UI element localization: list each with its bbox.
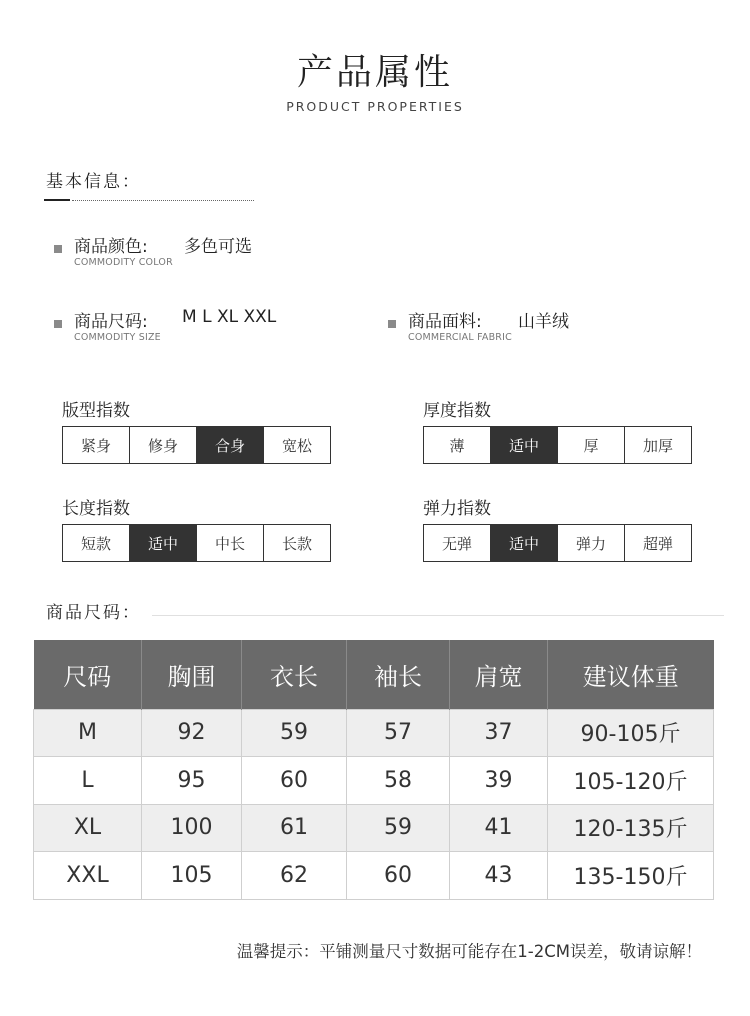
- table-cell: 57: [347, 709, 450, 757]
- table-cell: 60: [347, 852, 450, 900]
- length-index-title: 长度指数: [62, 499, 130, 519]
- table-cell: XXL: [34, 852, 142, 900]
- column-header: 建议体重: [548, 640, 714, 709]
- table-cell: 61: [242, 804, 347, 852]
- attr-fabric-sub: COMMERCIAL FABRIC: [408, 332, 512, 343]
- elasticity-option: 适中: [491, 525, 558, 561]
- table-row: [34, 709, 714, 757]
- table-cell: 60: [242, 757, 347, 805]
- fit-option: 宽松: [264, 427, 330, 463]
- column-header: 胸围: [142, 640, 242, 709]
- page-title: 产品属性: [296, 52, 453, 93]
- table-cell: 92: [142, 709, 242, 757]
- table-cell: 135-150斤: [548, 852, 714, 900]
- length-index-scale: [62, 524, 331, 562]
- elasticity-option: 弹力: [558, 525, 625, 561]
- table-cell: M: [34, 709, 142, 757]
- elasticity-option: 超弹: [625, 525, 691, 561]
- table-cell: 41: [450, 804, 548, 852]
- attr-size-sub: COMMODITY SIZE: [74, 332, 161, 343]
- fit-index-title: 版型指数: [62, 401, 130, 421]
- page-subtitle: PRODUCT PROPERTIES: [286, 99, 464, 114]
- size-heading-line: [152, 615, 724, 616]
- table-cell: 59: [347, 804, 450, 852]
- table-cell: 59: [242, 709, 347, 757]
- table-cell: 37: [450, 709, 548, 757]
- table-row: [34, 804, 714, 852]
- heading-underline: [44, 199, 70, 201]
- thickness-index-scale: [423, 426, 692, 464]
- square-bullet-icon: [54, 245, 62, 253]
- table-cell: 39: [450, 757, 548, 805]
- thickness-option: 厚: [558, 427, 625, 463]
- thickness-option: 适中: [491, 427, 558, 463]
- heading-dotted-line: [72, 200, 254, 201]
- column-header: 肩宽: [450, 640, 548, 709]
- table-cell: XL: [34, 804, 142, 852]
- length-option: 中长: [197, 525, 264, 561]
- table-cell: 105-120斤: [548, 757, 714, 805]
- attr-fabric-value: 山羊绒: [518, 312, 569, 332]
- column-header: 袖长: [347, 640, 450, 709]
- table-cell: 105: [142, 852, 242, 900]
- elasticity-index-scale: [423, 524, 692, 562]
- length-option: 短款: [63, 525, 130, 561]
- size-chart-heading: 商品尺码：: [46, 603, 141, 623]
- attr-color-value: 多色可选: [184, 237, 252, 257]
- basic-info-heading: 基本信息：: [46, 172, 141, 192]
- attr-size-value: M L XL XXL: [182, 307, 277, 327]
- table-row: [34, 852, 714, 900]
- fit-option: 紧身: [63, 427, 130, 463]
- length-option: 适中: [130, 525, 197, 561]
- attr-fabric-label: 商品面料:: [408, 312, 482, 332]
- table-header-row: [34, 640, 714, 709]
- table-cell: L: [34, 757, 142, 805]
- fit-option: 合身: [197, 427, 264, 463]
- attr-size-label: 商品尺码:: [74, 312, 148, 332]
- thickness-option: 薄: [424, 427, 491, 463]
- table-cell: 120-135斤: [548, 804, 714, 852]
- table-cell: 43: [450, 852, 548, 900]
- attr-color-label: 商品颜色:: [74, 237, 148, 257]
- attr-color-sub: COMMODITY COLOR: [74, 257, 173, 268]
- thickness-index-title: 厚度指数: [423, 401, 491, 421]
- column-header: 尺码: [34, 640, 142, 709]
- column-header: 衣长: [242, 640, 347, 709]
- square-bullet-icon: [54, 320, 62, 328]
- fit-index-scale: [62, 426, 331, 464]
- table-cell: 62: [242, 852, 347, 900]
- elasticity-index-title: 弹力指数: [423, 499, 491, 519]
- measurement-note: 温馨提示：平铺测量尺寸数据可能存在1-2CM误差，敬请谅解！: [236, 942, 702, 961]
- table-cell: 100: [142, 804, 242, 852]
- size-table: [33, 640, 714, 900]
- length-option: 长款: [264, 525, 330, 561]
- fit-option: 修身: [130, 427, 197, 463]
- table-cell: 95: [142, 757, 242, 805]
- table-cell: 90-105斤: [548, 709, 714, 757]
- table-cell: 58: [347, 757, 450, 805]
- square-bullet-icon: [388, 320, 396, 328]
- thickness-option: 加厚: [625, 427, 691, 463]
- table-row: [34, 757, 714, 805]
- elasticity-option: 无弹: [424, 525, 491, 561]
